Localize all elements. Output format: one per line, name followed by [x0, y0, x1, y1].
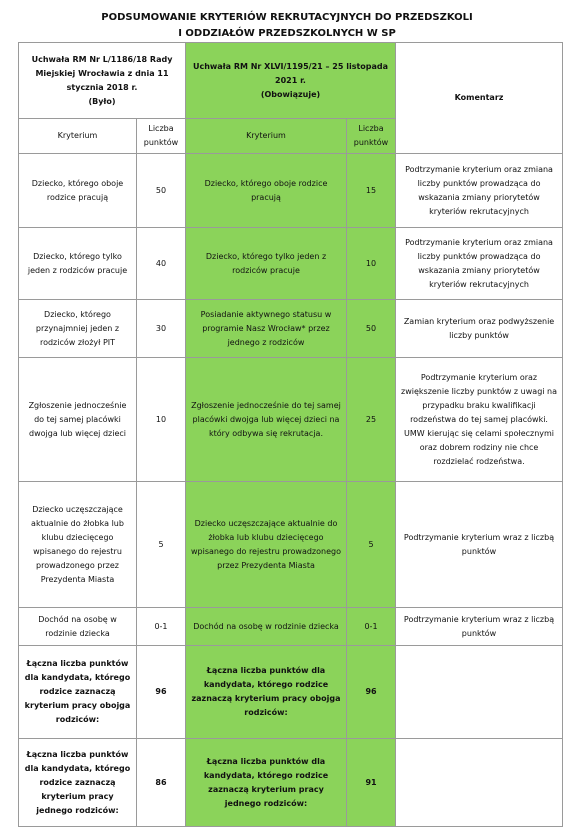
old-criterion-cell: Zgłoszenie jednocześnie do tej samej placówki dwojga lub więcej dzieci	[19, 358, 137, 482]
new-points-cell: 10	[347, 228, 396, 300]
old-points-cell: 0-1	[137, 608, 186, 646]
table-row	[19, 154, 563, 228]
old-resolution-header	[19, 43, 186, 119]
new-criterion-cell: Posiadanie aktywnego statusu w programie Nasz Wrocław* przez jednego z rodziców	[186, 300, 347, 358]
new-points-cell: 25	[347, 358, 396, 482]
table-row	[19, 482, 563, 608]
old-total-points: 86	[137, 739, 186, 827]
new-criterion-cell: Dziecko, którego tylko jeden z rodziców pracuje	[186, 228, 347, 300]
title-line-1: PODSUMOWANIE KRYTERIÓW REKRUTACYJNYCH DO PRZEDSZKOLI	[101, 12, 473, 23]
old-criterion-header: Kryterium	[19, 119, 137, 154]
old-total-label: Łączna liczba punktów dla kandydata, którego rodzice zaznaczą kryterium pracy obojga rodziców:	[19, 646, 137, 739]
comment-cell: Podtrzymanie kryterium oraz zmiana liczby punktów prowadząca do wskazania zmiany priorytetów kryteriów rekrutacyjnych	[396, 154, 563, 228]
new-total-label: Łączna liczba punktów dla kandydata, którego rodzice zaznaczą kryterium pracy obojga rodziców:	[186, 646, 347, 739]
old-criterion-cell: Dochód na osobę w rodzinie dziecka	[19, 608, 137, 646]
old-criterion-cell: Dziecko, którego oboje rodzice pracują	[19, 154, 137, 228]
old-criterion-cell: Dziecko, którego przynajmniej jeden z rodziców złożył PIT	[19, 300, 137, 358]
old-criterion-cell: Dziecko uczęszczające aktualnie do żłobka lub klubu dziecięcego wpisanego do rejestru prowadzonego przez Prezydenta Miasta	[19, 482, 137, 608]
old-total-label: Łączna liczba punktów dla kandydata, którego rodzice zaznaczą kryterium pracy jednego rodziców:	[19, 739, 137, 827]
new-resolution-note: (Obowiązuje)	[260, 89, 321, 99]
title-line-2: I ODDZIAŁÓW PRZEDSZKOLNYCH W SP	[178, 28, 396, 39]
page-title	[0, 0, 574, 39]
comment-cell: Podtrzymanie kryterium wraz z liczbą punktów	[396, 608, 563, 646]
old-points-cell: 50	[137, 154, 186, 228]
old-points-cell: 10	[137, 358, 186, 482]
new-points-header: Liczba punktów	[347, 119, 396, 154]
old-points-cell: 5	[137, 482, 186, 608]
new-total-label: Łączna liczba punktów dla kandydata, którego rodzice zaznaczą kryterium pracy jednego rodziców:	[186, 739, 347, 827]
comment-header: Komentarz	[396, 43, 563, 154]
criteria-table	[18, 42, 563, 827]
old-total-points: 96	[137, 646, 186, 739]
total-row	[19, 739, 563, 827]
new-points-cell: 0-1	[347, 608, 396, 646]
new-points-cell: 50	[347, 300, 396, 358]
empty-comment-cell	[396, 739, 563, 827]
new-criterion-cell: Dochód na osobę w rodzinie dziecka	[186, 608, 347, 646]
old-points-header: Liczba punktów	[137, 119, 186, 154]
new-criterion-cell: Zgłoszenie jednocześnie do tej samej placówki dwojga lub więcej dzieci na który odbywa się rekrutacja.	[186, 358, 347, 482]
comment-cell: Podtrzymanie kryterium oraz zwiększenie liczby punktów z uwagi na przypadku braku kwalifikacji rodzeństwa do tej samej placówki. UMW kierując się celami społecznymi oraz dobrem rodziny nie chce rozdzielać rodzeństwa.	[396, 358, 563, 482]
comment-cell: Podtrzymanie kryterium oraz zmiana liczby punktów prowadząca do wskazania zmiany priorytetów kryteriów rekrutacyjnych	[396, 228, 563, 300]
total-row	[19, 646, 563, 739]
comment-cell: Podtrzymanie kryterium wraz z liczbą punktów	[396, 482, 563, 608]
old-criterion-cell: Dziecko, którego tylko jeden z rodziców pracuje	[19, 228, 137, 300]
comment-cell: Zamian kryterium oraz podwyższenie liczby punktów	[396, 300, 563, 358]
table-row	[19, 358, 563, 482]
table-row	[19, 228, 563, 300]
new-resolution-header	[186, 43, 396, 119]
new-points-cell: 15	[347, 154, 396, 228]
old-resolution-note: (Było)	[88, 96, 116, 106]
new-criterion-cell: Dziecko, którego oboje rodzice pracują	[186, 154, 347, 228]
new-total-points: 91	[347, 739, 396, 827]
old-points-cell: 30	[137, 300, 186, 358]
new-total-points: 96	[347, 646, 396, 739]
old-resolution-title: Uchwała RM Nr L/1186/18 Rady Miejskiej Wrocławia z dnia 11 stycznia 2018 r.	[31, 54, 173, 92]
resolution-header-row	[19, 43, 563, 119]
table-row	[19, 300, 563, 358]
old-points-cell: 40	[137, 228, 186, 300]
new-criterion-header: Kryterium	[186, 119, 347, 154]
new-criterion-cell: Dziecko uczęszczające aktualnie do żłobka lub klubu dziecięcego wpisanego do rejestru prowadzonego przez Prezydenta Miasta	[186, 482, 347, 608]
new-points-cell: 5	[347, 482, 396, 608]
table-row	[19, 608, 563, 646]
empty-comment-cell	[396, 646, 563, 739]
new-resolution-title: Uchwała RM Nr XLVI/1195/21 – 25 listopada 2021 r.	[192, 61, 389, 85]
